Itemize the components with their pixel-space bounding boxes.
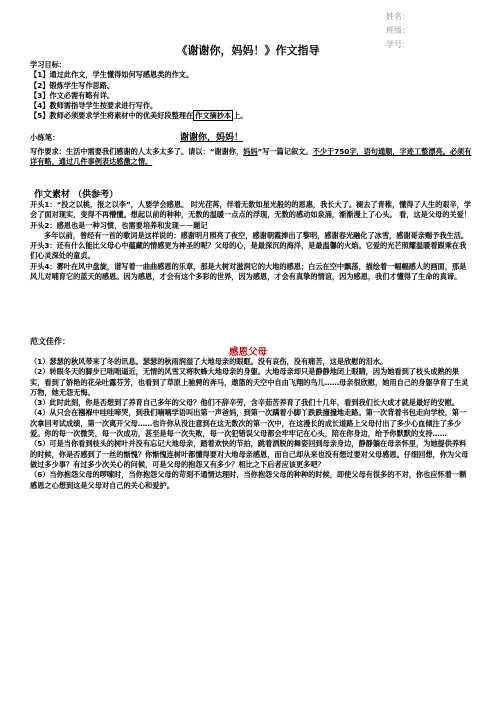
theme-value: 谢谢你，妈妈！ [180, 133, 244, 143]
essay-paragraph: （1）瑟瑟的秋风带来了冬的讯息。瑟瑟的秋雨润湿了大地母亲的眼眶。没有哀伤，没有痛苦，这是欣慰的泪水。 [30, 357, 388, 366]
req-text-3: 不少于 [312, 147, 335, 156]
learning-goals [30, 60, 472, 122]
page-title: 《谢谢你，妈妈！》作文指导 [176, 44, 320, 57]
material-paragraph: 开头2：感恩也是一种习惯，也需要培养和发现－－题记 [30, 220, 208, 230]
sample-essay [30, 357, 472, 491]
goal-item-5-end: 上。 [233, 111, 248, 121]
name-label: 姓名： [386, 12, 410, 21]
essay-paragraph: （4）从只会在襁褓中哇哇啼哭，到我们喃喃学语叫出第一声爸妈，到第一次蹒着小脚丫跌跌撞撞地走路。第一次背着书包走向学校，第一次拿回考试成绩，第一次离开父母……也许你从没注意到在这无数次的第一次中，在这漫长的成长道路上父母付出了多少心血倾注了多少爱。你的每一次微笑，每一次成功，甚至是每一次失败，每一次犯错误父母都会牢牢记在心头，陪在你身边，给予你默默的支持…… [30, 408, 467, 439]
class-label: 班级： [386, 26, 410, 35]
essay-paragraph: （5）可是当你看到枝头的树叶并没有忘记大地母亲，踏着欢快的节拍，跳着洒脱的舞姿回到母亲身边，静静躺在母亲怀里，为她提供养料的时候，你是否感到了一丝的惭愧？你惭愧连树叶都懂得要对大地母亲感恩，而自己却从来也没有想过要对父母感恩。仔细回想，你为父母做过多少事？有过多少次关心的问候，可是父母的抱怨又有多少？相比之下后者应该更多吧？ [30, 439, 469, 469]
material-paragraph: 开头1：“投之以桃，报之以李”，人要学会感恩。 时光荏苒，伴着无数如星光般的的恩惠，我长大了。褪去了青稚，懂得了人生的艰辛，学会了面对现实，变得不再懵懂。想起以前的种种，无数的温暖一点点的浮现，无数的感动如泉涌，渐渐漫上了心头。 看，这是父母的关爱！ [30, 200, 472, 220]
material-paragraph: 开头3：还有什么能比父母心中蕴藏的情感更为神圣的呢？父母的心，是最深沉的海洋，是最温馨的火焰。它爱的光芒照耀温暖着跟乘在我们心灵深处的童贞。 [30, 241, 467, 261]
req-text-1: 写作要求：生活中需要我们感谢的人太多太多了。请以：“谢谢你， [30, 147, 244, 156]
essay-paragraph: （6）当你抱怨父母的啰嗦时，当你抱怨父母的苛刻不通情达理时，当你抱怨父母的种种的时候，即使父母有很多的不对，你也应怀着一颗感恩之心想到这是父母对自己的关心和爱护。 [30, 470, 467, 490]
theme-label: 小练笔： [30, 133, 60, 142]
req-text-2: ”写一篇记叙文。 [257, 147, 313, 156]
goal-item-5-text: 【5】教师必须要求学生将素材中的优美好段整理在 [30, 111, 194, 121]
goal-item: 【1】通过此作文，学生懂得如何写感恩类的作文。 [30, 70, 194, 80]
goal-item: 【3】作文必需有略有详。 [30, 90, 115, 100]
writing-theme [30, 130, 472, 143]
essay-title: 感恩父母 [228, 347, 267, 358]
goal-item: 【2】锻炼学生写作思路。 [30, 80, 115, 90]
material-paragraph: 多年以前，曾经有一首的歌词是这样说的：感谢明月照亮了夜空，感谢朝霞捧出了黎明，感谢春光融化了冰雪，感谢哥亲赐予我生活。 [44, 230, 469, 240]
notebook-box: 作文摘抄本 [195, 111, 232, 121]
goals-heading: 学习目标： [30, 60, 66, 69]
student-no-label: 学号： [386, 40, 410, 49]
sample-heading: 范文佳作： [30, 337, 70, 346]
materials-section [30, 200, 472, 282]
req-text-4: 750字，语句通顺，字迹工整漂亮。必须有详有略，通过几件事例表达感激之情。 [30, 147, 472, 167]
material-paragraph: 开头4：雾叶在风中盘旋，谱写着一曲曲感恩的乐章，那是大树对滋润它的大地的感恩；白云在空中飘荡，描绘着一幅幅感人的画面，那是风儿对哺育它的蓝天的感恩。因为感恩，才会有这个多彩的世界，因为感恩，才会有真挚的情谊，因为感恩，我们才懂得了生命的真谛。 [30, 261, 467, 282]
goal-item: 【4】教师需指导学生按要求进行写作。 [30, 101, 158, 111]
goal-item-5 [30, 111, 472, 121]
materials-heading: 作文素材 （供参考） [34, 190, 119, 200]
essay-paragraph: （2）转眼冬天的脚步已咄咄逼近，无情的风雪又将吹蜂大地母亲的身躯。大地母亲却只是静静地闭上眼睛，因为她看到了枝头成熟的果实，看到了娇艳的花朵吐露芬芳，也看到了草原上驰骋的奔马，遨篮的天空中自由飞翔的鸟儿……母亲很欣慰，她用自己的身躯孕育了生灵万物，她无怨无悔。 [30, 367, 469, 397]
essay-paragraph: （3）此时此刻，你是否想到了养育自己多年的父母？他们不辞辛劳，含辛茹苦养育了我们十几年，看到我们长大成才就是最好的安慰。 [30, 398, 460, 408]
req-underline-mama: 妈妈 [243, 147, 258, 156]
writing-requirement [30, 147, 472, 168]
